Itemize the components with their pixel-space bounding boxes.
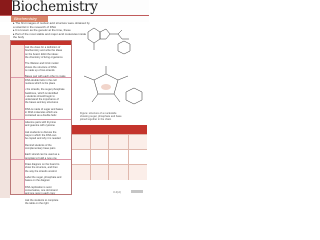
- table-text-line: Draw diagram on the board to: [25, 163, 60, 166]
- table-text-line: The Watson and Crick model: [25, 62, 59, 66]
- table-text-line: nucleus which is the place: [25, 81, 56, 85]
- table-text-line: show the structure, and then: [25, 166, 58, 170]
- table-cell: [108, 150, 109, 165]
- page-title: Biochemistry: [11, 0, 98, 15]
- table-cell: [90, 135, 91, 150]
- table-text-line: ways in which the DNA can: [25, 133, 57, 137]
- table-cell: [128, 165, 129, 180]
- table-text-line: conservative, one old strand: [25, 189, 58, 192]
- table-text-line: Remind students of the: [25, 143, 52, 147]
- table-text-line: the table on the right: [25, 202, 49, 205]
- ring-shape: [126, 88, 142, 104]
- summary-table-row: [72, 134, 147, 150]
- document-page: [0, 0, 149, 205]
- table-text-line: Ask students to discuss the: [25, 130, 57, 134]
- table-text-line: understand the importance of: [25, 98, 59, 101]
- footer-bar: [131, 190, 143, 193]
- table-cell: [108, 165, 109, 180]
- table-cell: [128, 135, 129, 150]
- table-text-line: DNA double helix in the cell: [25, 78, 57, 82]
- intro-bullet: the body: [13, 36, 25, 40]
- table-text-line: in DNA molecules which are: [25, 111, 58, 114]
- intro-bullet: ▸ It is known as the genetic at the time, these: [13, 29, 71, 33]
- highlight-shape: [101, 84, 111, 90]
- table-text-line: DNA is made of sugar and bases: [25, 107, 63, 111]
- intro-bullet: a scientist in the research of DNA: [13, 25, 56, 29]
- table-text-line: DNA replication is semi: [25, 185, 52, 189]
- table-text-line: • the strands, the sugar phosphate: [25, 88, 65, 92]
- table-text-line: the bases and key structures: [25, 101, 59, 105]
- summary-table-row: [72, 164, 147, 180]
- side-margin-strip: [0, 35, 10, 198]
- intro-bullet: ▸ The first images of nucleic acid structure were obtained by: [13, 22, 90, 25]
- table-text-line: Each strand can be used as a: [25, 153, 60, 157]
- table-text-line: Ask the students to complete: [25, 198, 59, 202]
- summary-table-row: [72, 149, 147, 165]
- table-text-line: on the board. Elicit the ideas:: [25, 52, 59, 56]
- figure-legend: [80, 112, 142, 122]
- ring-shape: [118, 41, 130, 54]
- intro-bullet: ▸ Part of the most stable and major acid molecules inside: [13, 32, 87, 36]
- teaching-table: [10, 40, 72, 205]
- table-left-column: [11, 45, 25, 194]
- table-text-line: complementary base pairs: [25, 146, 56, 150]
- molecule-figure: [74, 22, 146, 60]
- table-text-line: be copied and why it is needed: [25, 137, 61, 140]
- table-text-line: and one new in each copy: [25, 192, 56, 196]
- table-text-line: Ask the class for a definition of: [25, 46, 61, 49]
- section-tab-label: Biochemistry: [14, 16, 37, 22]
- table-cell: [128, 150, 129, 165]
- table-text-line: bases on the diagram: [25, 179, 50, 183]
- table-text-line: Bases pair with each other to make: [25, 75, 66, 79]
- page-number: 3.4(d): [113, 190, 121, 194]
- table-text-line: the way the strands unwind.: [25, 169, 58, 173]
- table-cell: [108, 135, 109, 150]
- table-cell: [90, 150, 91, 165]
- table-text-line: and guanine with cytosine: [25, 124, 55, 127]
- ring-shape: [88, 28, 100, 43]
- table-text-line: shows the structure of DNA: [25, 65, 57, 69]
- table-text-line: • students should begin to: [25, 94, 55, 98]
- table-body-text: [25, 46, 71, 205]
- summary-table: [72, 125, 147, 181]
- legend-line: showing sugar, phosphate and base: [80, 115, 122, 119]
- legend-line: Figure: structure of a nucleotide: [80, 112, 117, 115]
- sugar-ring-figure: [72, 62, 148, 112]
- table-text-line: Adenine pairs with thymine: [25, 120, 56, 124]
- table-text-line: template to build a new one: [25, 156, 57, 160]
- legend-line: joined together in the chain: [80, 118, 112, 122]
- table-text-line: biochemistry and write the ideas: [25, 49, 63, 53]
- table-text-line: backbone, which is identified: [25, 91, 59, 95]
- summary-table-header: [72, 125, 147, 134]
- table-text-line: Label the sugar, phosphate and: [25, 176, 62, 179]
- table-text-line: the chemistry of living organisms: [25, 55, 63, 59]
- table-cell: [90, 165, 91, 180]
- ring-shape: [100, 29, 110, 39]
- table-text-line: is made up of two strands: [25, 68, 55, 72]
- table-text-line: contained as a double helix: [25, 114, 57, 118]
